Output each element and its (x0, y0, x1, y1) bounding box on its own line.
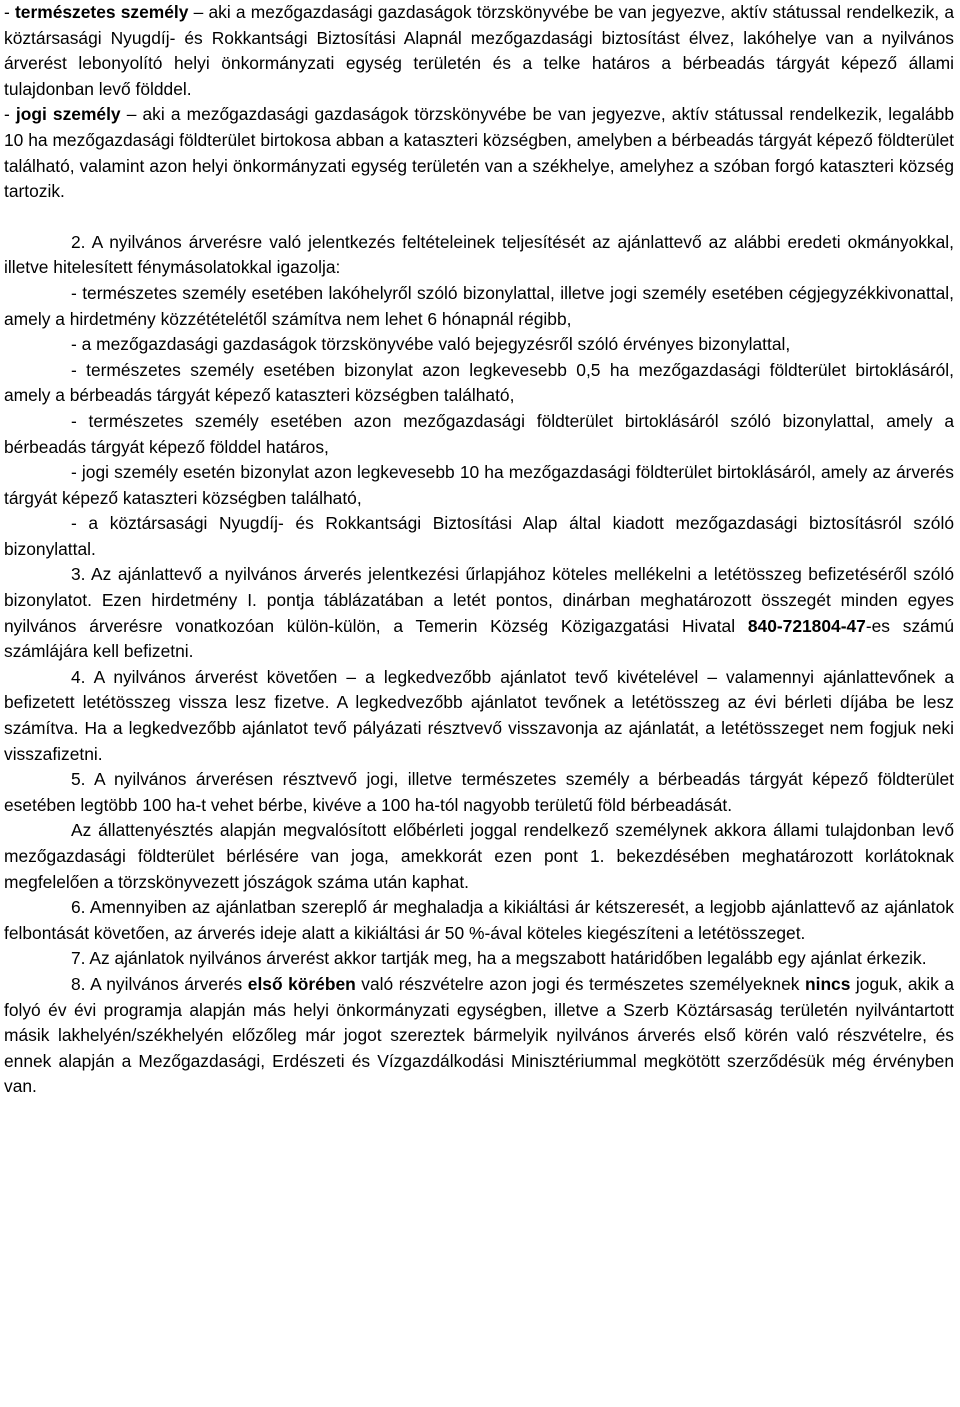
paragraph-point-7: 7. Az ajánlatok nyilvános árverést akkor tartják meg, ha a megszabott határidőben legalább egy ajánlat érkezik. (71, 948, 927, 969)
paragraph-point-8 (4, 972, 954, 1100)
definition-text: – aki a mezőgazdasági gazdaságok törzskönyvébe be van jegyezve, aktív státussal rendelkezik, a köztársasági Nyugdíj- és Rokkantsági Biztosítási Alapnál mezőgazdasági biztosítást élvez, lakóhelye van a nyilvános árverést lebonyolító helyi önkormányzati egység területén és a telke határos a bérbeadás tárgyát képező állami tulajdonban levő földdel. (4, 2, 954, 99)
point-8-text: való részvételre azon jogi és természetes személyeknek (355, 973, 805, 994)
account-number: 840-721804-47 (747, 615, 866, 636)
deposit-text-end: -es számú számlájára kell befizetni. (4, 615, 954, 662)
list-item-residence-certificate: - természetes személy esetében lakóhelyről szóló bizonylattal, illetve jogi személy esetében cégjegyzékkivonattal, amely a hirdetmény közzétételétől számítva nem lehet 6 hónapnál régibb, (4, 282, 954, 329)
paragraph-legal-person (4, 102, 954, 204)
list-item-insurance-certificate: - a köztársasági Nyugdíj- és Rokkantsági Biztosítási Alap által kiadott mezőgazdasági biztosításról szóló bizonylattal. (4, 513, 954, 559)
dash: - (4, 2, 15, 22)
list-item-land-ownership-legal: - jogi személy esetén bizonylat azon legkevesebb 10 ha mezőgazdasági földterület birtoklásáról, amely az árverés tárgyát képező kataszteri községben található, (4, 462, 954, 508)
dash: - (4, 104, 16, 125)
paragraph-natural-person (4, 0, 954, 102)
definition-text: – aki a mezőgazdasági gazdaságok törzskönyvébe be van jegyezve, aktív státussal rendelkezik, legalább 10 ha mezőgazdasági földterület birtokosa abban a kataszteri községben, amelyben a bérbeadás tárgyát képező földterület található, valamint azon helyi önkormányzati egység területén van a székhelye, amelyhez a szóban forgó kataszteri község tartozik. (4, 104, 955, 202)
list-item-land-ownership-natural: - természetes személy esetében bizonylat azon legkevesebb 0,5 ha mezőgazdasági földterület birtoklásáról, amely a bérbeadás tárgyát képező kataszteri községben található, (4, 359, 954, 406)
emphasis-first-round: első körében (247, 973, 356, 994)
paragraph-point-5: 5. A nyilvános árverésen résztvevő jogi, illetve természetes személy a bérbeadás tárgyát képező földterület esetében legtöbb 100 ha-t vehet bérbe, kivéve a 100 ha-tól nagyobb területű föld bérbeadását. (4, 769, 954, 815)
paragraph-point-6: 6. Amennyiben az ajánlatban szereplő ár meghaladja a kikiáltási ár kétszeresét, a legjobb ajánlattevő az ajánlatok felbontását követően, az árverés ideje alatt a kikiáltási ár 50 %-ával köteles kiegészíteni a letétösszeget. (4, 897, 954, 943)
list-item-adjacent-land: - természetes személy esetében azon mezőgazdasági földterület birtoklásáról szóló bizonylattal, amely a bérbeadás tárgyát képező földdel határos, (4, 410, 954, 457)
paragraph-point-3 (4, 562, 954, 664)
point-8-text: 8. A nyilvános árverés (71, 973, 248, 994)
term-legal-person: jogi személy (15, 104, 121, 125)
emphasis-nincs: nincs (804, 973, 851, 994)
paragraph-point-4: 4. A nyilvános árverést követően – a legkedvezőbb ajánlatot tevő kivételével – valamennyi ajánlattevőnek a befizetett letétösszeg vissza lesz fizetve. A legkedvezőbb ajánlatot tevőnek a letétösszeg az évi bérleti díjába be lesz számítva. Ha a legkedvezőbb ajánlatot tevő pályázati résztvevő visszavonja az ajánlatát, a letétösszeget nem fogjuk neki visszafizetni. (4, 666, 954, 764)
term-natural-person: természetes személy (15, 2, 189, 22)
paragraph-point-2: 2. A nyilvános árverésre való jelentkezés feltételeinek teljesítését az ajánlattevő az alábbi eredeti okmányokkal, illetve hitelesített fénymásolatokkal igazolja: (4, 231, 954, 278)
point-8-text: joguk, akik a folyó év évi programja alapján más helyi önkormányzati egységben, illetve a Szerb Köztársaság területén nyilvántartott másik lakhelyén/székhelyén előzőleg már jogot szereztek bármelyik nyilvános árverés első körén való részvételre, és ennek alapján a Mezőgazdasági, Erdészeti és Vízgazdálkodási Minisztériummal megkötött szerződésük még érvényben van. (4, 973, 954, 1097)
list-item-registry-certificate: - a mezőgazdasági gazdaságok törzskönyvébe való bejegyzésről szóló érvényes bizonylattal, (71, 334, 791, 355)
deposit-text: 3. Az ajánlattevő a nyilvános árverés jelentkezési űrlapjához köteles mellékelni a letétösszeg befizetéséről szóló bizonylatot. Ezen hirdetmény I. pontja táblázatában a letét pontos, dinárban meghatározott összegét minden egyes nyilvános árverésre vonatkozóan külön-külön, a Temerin Község Közigazgatási Hivatal (4, 564, 954, 636)
paragraph-pre-lease-right: Az állattenyésztés alapján megvalósított előbérleti joggal rendelkező személynek akkora állami tulajdonban levő mezőgazdasági földterület bérlésére van joga, amekkorát ezen pont 1. bekezdésében meghatározott korlátoknak megfelelően a törzskönyvezett jószágok száma után kaphat. (4, 820, 954, 892)
